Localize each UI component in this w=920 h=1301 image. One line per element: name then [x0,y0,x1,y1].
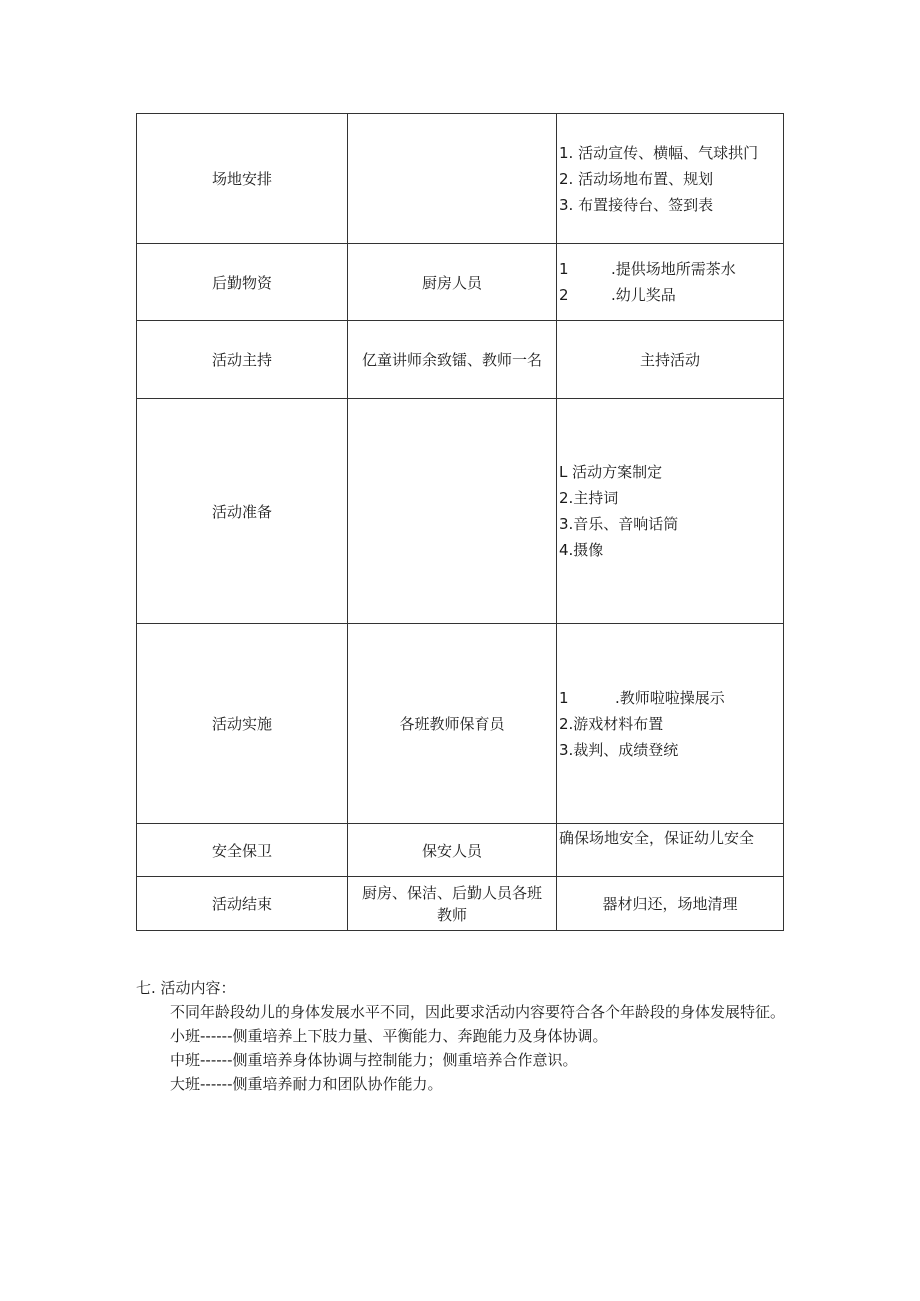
item-number: 1 [559,688,569,707]
class-line: 大班------侧重培养耐力和团队协作能力。 [170,1075,443,1093]
staff-cell: 厨房人员 [348,244,557,321]
duty-cell [557,114,784,244]
table-row [137,244,784,321]
task-cell: 后勤物资 [137,244,348,321]
duty-cell: 器材归还，场地清理 [557,877,784,931]
class-line: 中班------侧重培养身体协调与控制能力；侧重培养合作意识。 [170,1051,578,1069]
task-cell: 活动实施 [137,624,348,824]
duty-cell [557,244,784,321]
table-row [137,114,784,244]
table-row [137,321,784,399]
staff-line: 教师 [436,905,467,924]
duty-cell [557,624,784,824]
duty-item: 3. 布置接待台、签到表 [559,195,714,214]
activity-content-section [136,976,786,1096]
duty-item: 3.音乐、音响话筒 [559,515,679,533]
staff-line: 厨房、保洁、后勤人员各班 [361,883,542,902]
duty-item [557,282,783,308]
section-heading: 七. 活动内容： [136,979,236,997]
table-row [137,877,784,931]
duty-item: 2. 活动场地布置、规划 [559,169,714,188]
task-cell: 安全保卫 [137,824,348,877]
duty-item: 4.摄像 [559,541,604,559]
staff-cell [348,877,557,931]
item-text: .幼儿奖品 [611,286,676,304]
staff-cell: 亿童讲师余致镭、教师一名 [348,321,557,399]
item-number: 2 [559,286,569,304]
task-cell: 活动主持 [137,321,348,399]
staff-cell [348,114,557,244]
item-text: .教师啦啦操展示 [615,688,725,707]
duty-item: L 活动方案制定 [559,463,663,481]
table-row [137,624,784,824]
item-number: 1 [559,260,569,278]
duty-cell [557,399,784,624]
task-cell: 活动结束 [137,877,348,931]
table-row [137,399,784,624]
duty-item: 1. 活动宣传、横幅、气球拱门 [559,143,759,162]
arrangement-table [136,113,784,931]
duty-item: 3.裁判、成绩登统 [559,740,679,759]
staff-cell: 保安人员 [348,824,557,877]
duty-cell [557,824,784,877]
duty-item: 2.主持词 [559,489,619,507]
item-text: .提供场地所需茶水 [611,260,736,278]
duty-cell: 主持活动 [557,321,784,399]
class-line: 小班------侧重培养上下肢力量、平衡能力、奔跑能力及身体协调。 [170,1027,608,1045]
table-row [137,824,784,877]
duty-item: 确保场地安全，保证幼儿安全 [559,829,755,847]
task-cell: 活动准备 [137,399,348,624]
duty-item [557,256,783,282]
duty-item: 2.游戏材料布置 [559,714,664,733]
staff-cell: 各班教师保育员 [348,624,557,824]
task-cell: 场地安排 [137,114,348,244]
staff-cell [348,399,557,624]
duty-item [557,685,783,711]
intro-paragraph: 不同年龄段幼儿的身体发展水平不同，因此要求活动内容要符合各个年龄段的身体发展特征。 [170,1003,786,1021]
